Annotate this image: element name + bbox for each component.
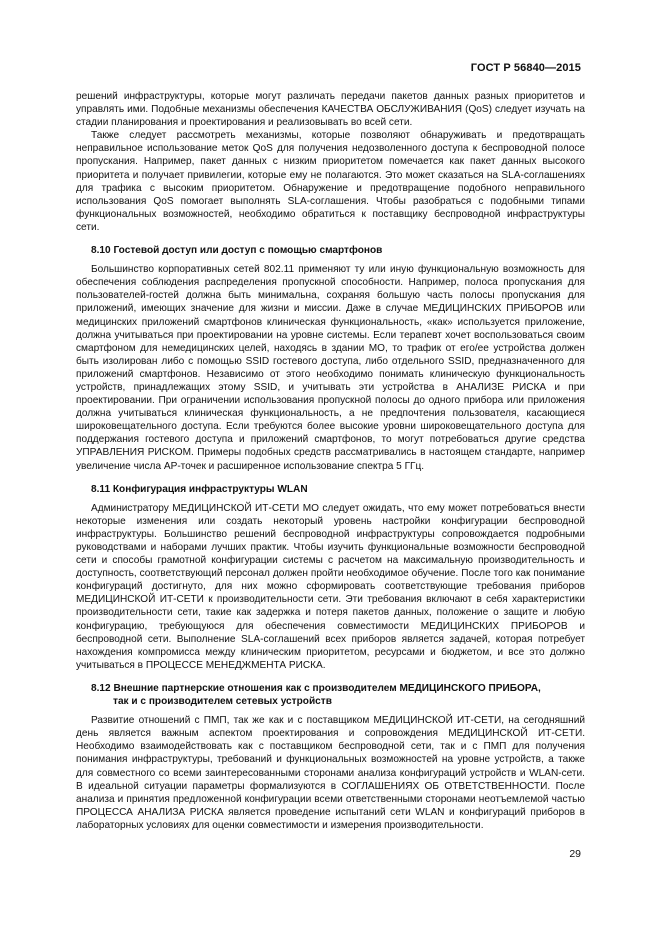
section-heading-8-11: 8.11 Конфигурация инфраструктуры WLAN (91, 483, 308, 495)
section-text-8-11: Администратору МЕДИЦИНСКОЙ ИТ-СЕТИ МО следует ожидать, что ему может потребоваться внести некоторые изменения или создать некоторый уровень настройки конфигурации беспроводной инфраструктуры. Большинство решений беспроводной инфраструктуры сопровождается подробными руководствами и наборами лучших практик. Чтобы изучить функциональные возможности беспроводной сети и способы грамотной конфигурации системы с расчетом на максимальную производительность и доступность, соответствующий персонал должен пройти необходимое обучение. После того как понимание конфигураций достигнуто, для них можно сформировать соответствующие требования приборов МЕДИЦИНСКОЙ ИТ-СЕТИ к производительности сети. Эти требования включают в себя характеристики производительности сети, такие как задержка и потеря пакетов данных, положение о защите и любую конфигурацию, требующуюся для обеспечения совместимости МЕДИЦИНСКИХ ПРИБОРОВ и беспроводной сети. Выполнение SLA-соглашений всех приборов является задачей, которая потребует нахождения компромисса между клиническим приоритетом, ресурсами и бюджетом, и все это должно учитываться в ПРОЦЕССЕ МЕНЕДЖМЕНТА РИСКА. (76, 502, 585, 671)
section-heading-8-12 (76, 682, 585, 708)
section-heading-8-10: 8.10 Гостевой доступ или доступ с помощью смартфонов (91, 245, 383, 257)
page-body (76, 90, 585, 832)
paragraph-continuation: решений инфраструктуры, которые могут различать передачи пакетов данных разных приоритетов и управлять ими. Подобные механизмы обеспечения КАЧЕСТВА ОБСЛУЖИВАНИЯ (QoS) следует изучать на стадии планирования и проектирования и реализовывать во всей сети. (76, 91, 585, 129)
section-text-8-10: Большинство корпоративных сетей 802.11 применяют ту или иную функциональную возможность для обеспечения соблюдения распределения пропускной способности. Например, полоса пропускания для пользователей-гостей должна быть минимальна, сохраняя большую часть полосы пропускания для приложений, имеющих значение для жизни и миссии. Даже в случае МЕДИЦИНСКИХ ПРИБОРОВ или медицинских приложений смартфонов клиническая функциональность, «как» используется приложение, должна учитываться при проектировании на уровне системы. Если терапевт хочет воспользоваться своим смартфоном для немедицинских целей, находясь в здании МО, то трафик от его/ее устройства должен быть изолирован либо с помощью SSID гостевого доступа, либо отдельного SSID, предназначенного для приложений смартфонов. Независимо от этого необходимо понимать клиническую функциональность устройств, принадлежащих этому SSID, и учитывать эти устройства в АНАЛИЗЕ РИСКА и при проектировании. При ограничении использования пропускной полосы до одного прибора или приложения должна учитываться клиническая функциональность, а не предпочтения пользователя, касающиеся широковещательного доступа. Если требуются более высокие уровни широковещательного доступа для поддержания гостевого доступа и приложений смартфонов, то могут потребоваться другие средства УПРАВЛЕНИЯ РИСКОМ. Примеры подобных средств рассматривались в настоящем стандарте, например увеличение числа AP-точек и расширенное использование спектра 5 ГГц. (76, 264, 585, 472)
document-id: ГОСТ Р 56840—2015 (470, 62, 581, 74)
paragraph-qos-misuse: Также следует рассмотреть механизмы, которые позволяют обнаруживать и предотвращать неправильное использование меток QoS для получения недозволенного доступа к беспроводной полосе пропускания. Например, пакет данных с низким приоритетом помечается как пакет данных высокого приоритета и получает привилегии, которые ему не полагаются. Это может сказаться на SLA-соглашениях для трафика с высоким приоритетом. Обнаружение и предотвращение подобного неправильного использования QoS помогает выполнять SLA-соглашения. Чтобы разобраться с подобными типами функциональных возможностей, необходимо обратиться к поставщику беспроводной инфраструктуры сети. (76, 130, 585, 233)
section-heading-8-12-line1: 8.12 Внешние партнерские отношения как с производителем МЕДИЦИНСКОГО ПРИБОРА, (91, 682, 541, 694)
section-text-8-12: Развитие отношений с ПМП, так же как и с поставщиком МЕДИЦИНСКОЙ ИТ-СЕТИ, на сегодняшний день является важным аспектом проектирования и сопровождения МЕДИЦИНСКОЙ ИТ-СЕТИ. Необходимо взаимодействовать как с поставщиком беспроводной сети, так и с ПМП для получения понимания инфраструктуры, требований и функциональных возможностей на уровне устройств, а также для совместного со всеми заинтересованными сторонами анализа конфигураций устройств и WLAN-сети. В идеальной ситуации параметры формализуются в СОГЛАШЕНИЯХ ОБ ОТВЕТСТВЕННОСТИ. После анализа и принятия предложенной конфигурации всеми ответственными сторонами неотъемлемой частью ПРОЦЕССА АНАЛИЗА РИСКА является проведение испытаний сети WLAN и конфигураций приборов в лабораторных условиях для оценки совместимости и измерения производительности. (76, 715, 585, 831)
page-number: 29 (569, 848, 581, 860)
section-heading-8-12-line2: так и с производителем сетевых устройств (113, 696, 332, 708)
